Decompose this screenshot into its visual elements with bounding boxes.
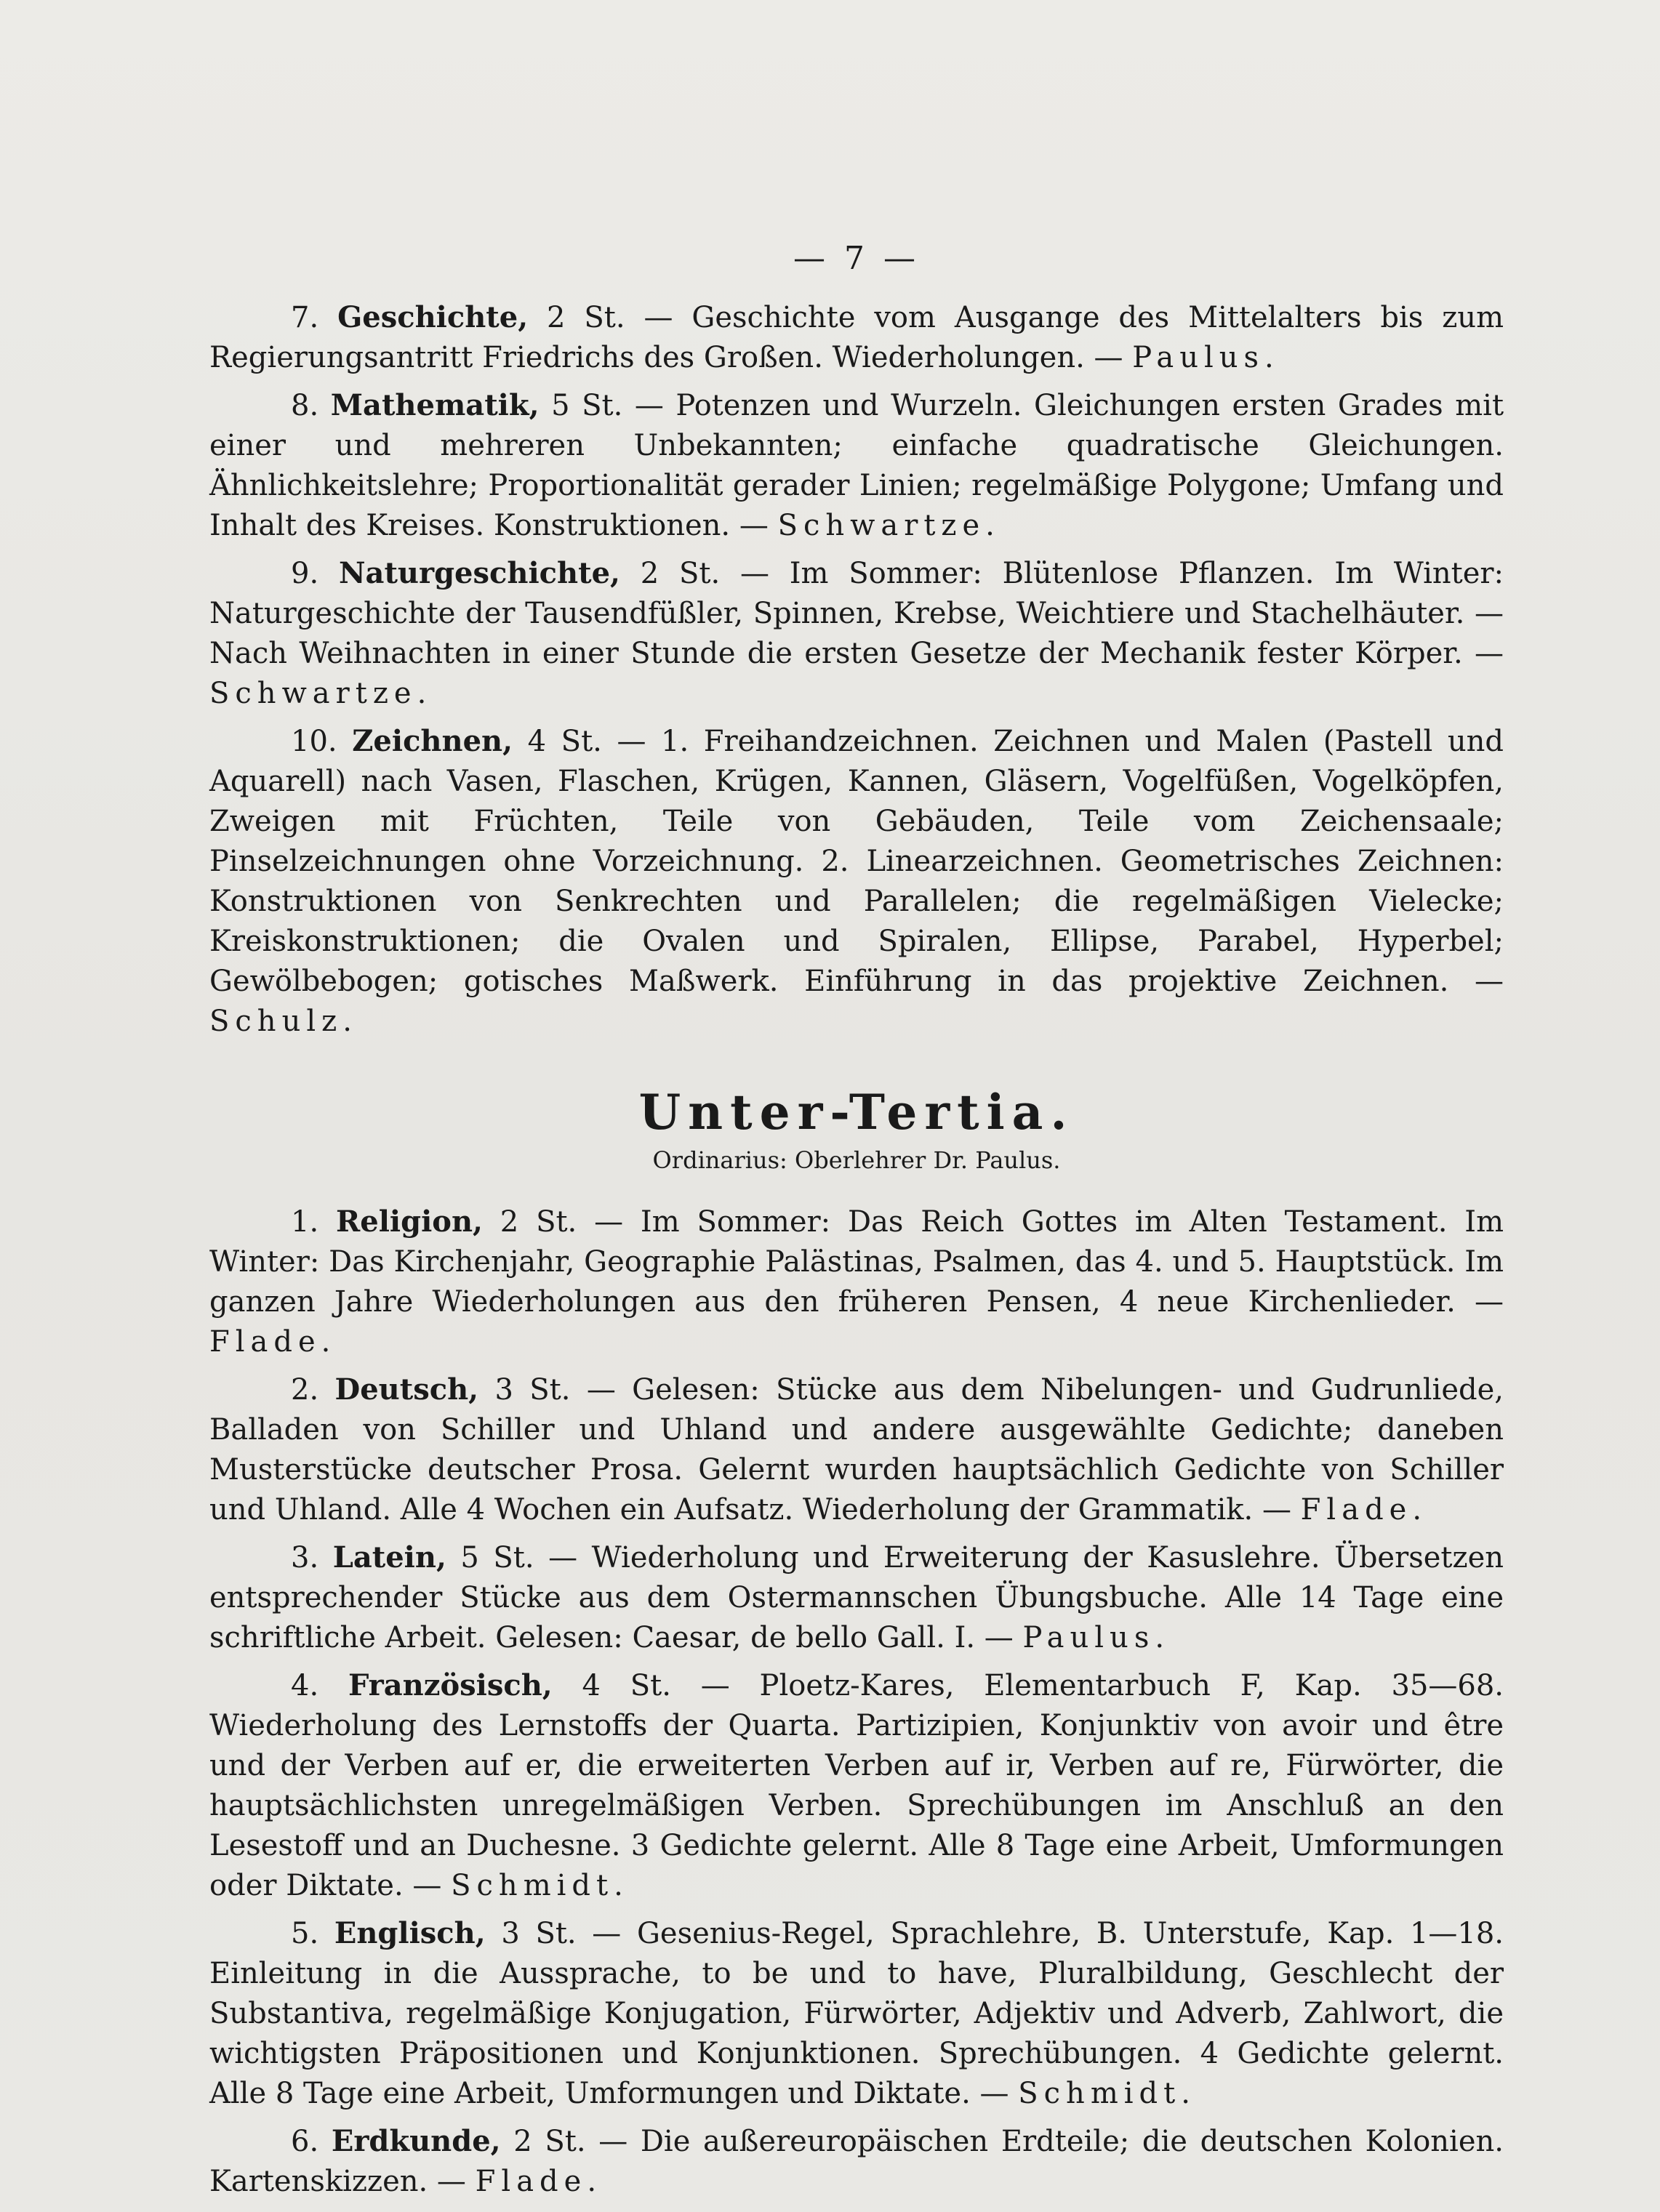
teacher-name: Flade.: [209, 1325, 337, 1359]
item-number: 10.: [291, 725, 337, 758]
item-number: 8.: [291, 389, 319, 422]
subject-heading: Deutsch,: [334, 1372, 479, 1407]
paragraph-deutsch: [209, 1370, 1504, 1530]
item-number: 4.: [291, 1669, 319, 1702]
item-number: 3.: [291, 1541, 319, 1574]
teacher-name: Schmidt.: [1018, 2077, 1196, 2110]
paragraph-erdkunde: [209, 2121, 1504, 2202]
item-text: 3 St. — Gelesen: Stücke aus dem Nibelungen- und Gudrunliede, Balladen von Schiller und Uhland und andere ausgewählte Gedichte; daneben Musterstücke deutscher Prosa. Gelernt wurden hauptsächlich Gedichte von Schiller und Uhland. Alle 4 Wochen ein Aufsatz. Wiederholung der Grammatik. —: [209, 1373, 1504, 1527]
teacher-name: Paulus.: [1132, 341, 1280, 374]
item-text: 2 St. — Im Sommer: Blütenlose Pflanzen. Im Winter: Naturgeschichte der Tausendfüßler, Spinnen, Krebse, Weichtiere und Stachelhäuter. — Nach Weihnachten in einer Stunde die ersten Gesetze der Mechanik fester Körper. —: [209, 557, 1504, 670]
item-number: 9.: [291, 557, 319, 590]
teacher-name: Schulz.: [209, 1005, 358, 1038]
page-number: — 7 —: [793, 240, 920, 277]
teacher-name: Schwartze.: [777, 509, 1001, 542]
item-text: 5 St. — Potenzen und Wurzeln. Gleichungen ersten Grades mit einer und mehreren Unbekannten; einfache quadratische Gleichungen. Ähnlichkeitslehre; Proportionalität gerader Linien; regelmäßige Polygone; Umfang und Inhalt des Kreises. Konstruktionen. —: [209, 389, 1504, 542]
item-number: 6.: [291, 2125, 319, 2158]
paragraph-religion: [209, 1202, 1504, 1362]
page-content: [209, 240, 1504, 2209]
subject-heading: Latein,: [332, 1540, 446, 1574]
teacher-name: Schmidt.: [451, 1869, 629, 1902]
item-text: 2 St. — Im Sommer: Das Reich Gottes im Alten Testament. Im Winter: Das Kirchenjahr, Geographie Palästinas, Psalmen, das 4. und 5. Hauptstück. Im ganzen Jahre Wiederholungen aus den früheren Pensen, 4 neue Kirchenlieder. —: [209, 1205, 1504, 1319]
section-title: Unter-Tertia.: [638, 1084, 1075, 1141]
subject-heading: Religion,: [336, 1204, 483, 1239]
paragraph-geschichte: [209, 297, 1504, 378]
item-text: 5 St. — Wiederholung und Erweiterung der Kasuslehre. Übersetzen entsprechender Stücke aus dem Ostermannschen Übungsbuche. Alle 14 Tage eine schriftliche Arbeit. Gelesen: Caesar, de bello Gall. I. —: [209, 1541, 1504, 1654]
teacher-name: Flade.: [1300, 1493, 1428, 1527]
subject-heading: Französisch,: [348, 1668, 553, 1702]
item-text: 4 St. — Ploetz-Kares, Elementarbuch F, Kap. 35—68. Wiederholung des Lernstoffs der Quarta. Partizipien, Konjunktiv von avoir und être und der Verben auf er, die erweiterten Verben auf ir, Verben auf re, Fürwörter, die hauptsächlichsten unregelmäßigen Verben. Sprechübungen im Anschluß an den Lesestoff und an Duchesne. 3 Gedichte gelernt. Alle 8 Tage eine Arbeit, Umformungen oder Diktate. —: [209, 1669, 1504, 1902]
section-ordinarius: Ordinarius: Oberlehrer Dr. Paulus.: [652, 1146, 1061, 1174]
item-number: 5.: [291, 1917, 319, 1950]
paragraph-naturgeschichte: [209, 553, 1504, 714]
subject-heading: Naturgeschichte,: [338, 556, 620, 590]
paragraph-mathematik: [209, 385, 1504, 546]
teacher-name: Flade.: [475, 2165, 603, 2198]
item-number: 2.: [291, 1373, 319, 1407]
paragraph-englisch: [209, 1913, 1504, 2114]
item-text: 2 St. — Geschichte vom Ausgange des Mittelalters bis zum Regierungsantritt Friedrichs des Großen. Wiederholungen. —: [209, 301, 1504, 374]
item-text: 4 St. — 1. Freihandzeichnen. Zeichnen und Malen (Pastell und Aquarell) nach Vasen, Flaschen, Krügen, Kannen, Gläsern, Vogelfüßen, Vogelköpfen, Zweigen mit Früchten, Teile von Gebäuden, Teile vom Zeichensaale; Pinselzeichnungen ohne Vorzeichnung. 2. Linearzeichnen. Geometrisches Zeichnen: Konstruktionen von Senkrechten und Parallelen; die regelmäßigen Vielecke; Kreiskonstruktionen; die Ovalen und Spiralen, Ellipse, Parabel, Hyperbel; Gewölbebogen; gotisches Maßwerk. Einführung in das projektive Zeichnen. —: [209, 725, 1504, 998]
paragraph-latein: [209, 1537, 1504, 1658]
item-text: 2 St. — Die außereuropäischen Erdteile; die deutschen Kolonien. Kartenskizzen. —: [209, 2125, 1504, 2198]
item-number: 1.: [291, 1205, 319, 1239]
item-text: 3 St. — Gesenius-Regel, Sprachlehre, B. Unterstufe, Kap. 1—18. Einleitung in die Aussprache, to be und to have, Pluralbildung, Geschlecht der Substantiva, regelmäßige Konjugation, Fürwörter, Adjektiv und Adverb, Zahlwort, die wichtigsten Präpositionen und Konjunktionen. Sprechübungen. 4 Gedichte gelernt. Alle 8 Tage eine Arbeit, Umformungen und Diktate. —: [209, 1917, 1504, 2110]
subject-heading: Mathematik,: [330, 388, 540, 422]
item-number: 7.: [291, 301, 319, 334]
paragraph-zeichnen: [209, 721, 1504, 1042]
subject-heading: Erdkunde,: [331, 2124, 501, 2158]
subject-heading: Zeichnen,: [352, 724, 513, 758]
paragraph-franzoesisch: [209, 1665, 1504, 1906]
subject-heading: Englisch,: [334, 1916, 486, 1950]
teacher-name: Schwartze.: [209, 677, 433, 710]
teacher-name: Paulus.: [1022, 1621, 1171, 1654]
subject-heading: Geschichte,: [337, 300, 529, 334]
